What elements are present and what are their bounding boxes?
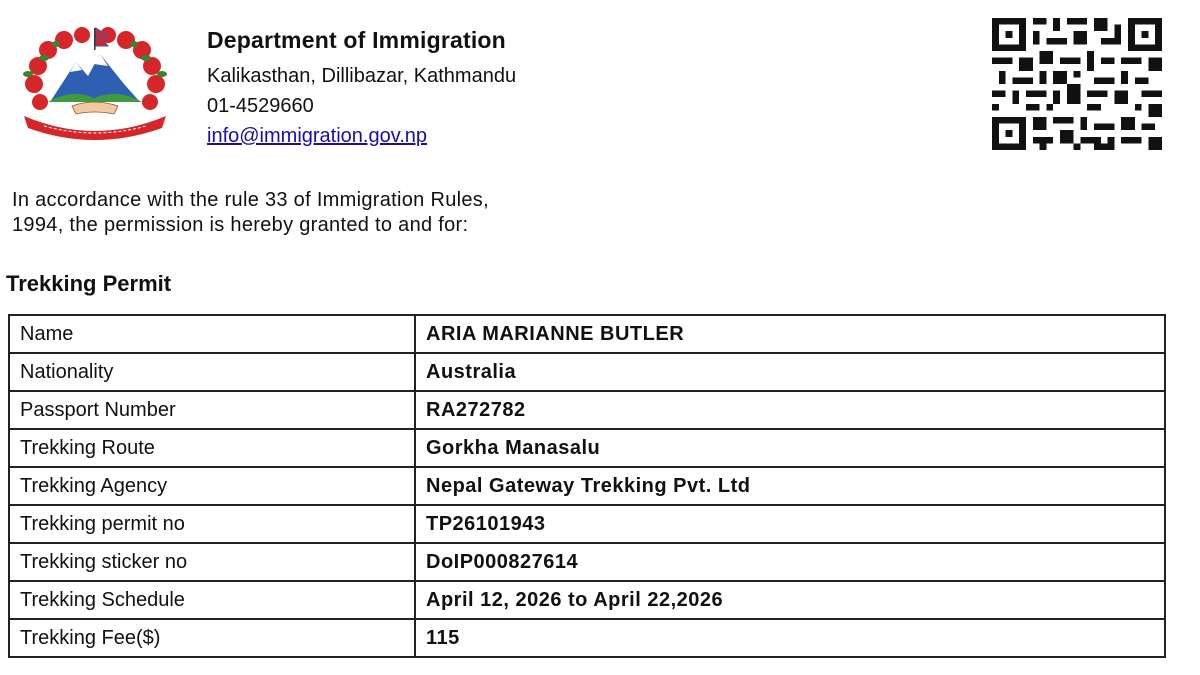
department-email-link[interactable]: info@immigration.gov.np — [207, 125, 428, 147]
table-row — [9, 543, 1165, 581]
table-row — [9, 315, 1165, 353]
statement-line-1: In accordance with the rule 33 of Immigration Rules, — [12, 189, 489, 211]
row-value-permit-no: TP26101943 — [415, 505, 1165, 543]
row-label-fee: Trekking Fee($) — [9, 619, 415, 657]
row-value-nationality: Australia — [415, 353, 1165, 391]
row-label-name: Name — [9, 315, 415, 353]
row-label-route: Trekking Route — [9, 429, 415, 467]
table-row — [9, 353, 1165, 391]
department-phone: 01-4529660 — [207, 95, 314, 117]
table-row — [9, 429, 1165, 467]
row-label-nationality: Nationality — [9, 353, 415, 391]
row-label-sticker-no: Trekking sticker no — [9, 543, 415, 581]
holder-name: ARIA MARIANNE BUTLER — [426, 322, 685, 345]
table-row — [9, 505, 1165, 543]
table-row — [9, 391, 1165, 429]
issuer-header — [207, 26, 516, 151]
permit-title: Trekking Permit — [6, 271, 172, 296]
row-value-name — [415, 315, 1165, 353]
table-row — [9, 619, 1165, 657]
row-label-permit-no: Trekking permit no — [9, 505, 415, 543]
nepal-coat-of-arms-icon — [14, 24, 176, 142]
row-value-schedule: April 12, 2026 to April 22,2026 — [415, 581, 1165, 619]
permit-details-table — [8, 314, 1166, 658]
permission-statement — [12, 188, 489, 238]
row-value-fee: 115 — [415, 619, 1165, 657]
qr-code-icon — [992, 18, 1162, 150]
row-value-route: Gorkha Manasalu — [415, 429, 1165, 467]
statement-line-2: 1994, the permission is hereby granted to and for: — [12, 214, 469, 236]
row-label-agency: Trekking Agency — [9, 467, 415, 505]
table-row — [9, 581, 1165, 619]
department-name: Department of Immigration — [207, 27, 506, 53]
row-value-passport: RA272782 — [415, 391, 1165, 429]
table-row — [9, 467, 1165, 505]
row-label-schedule: Trekking Schedule — [9, 581, 415, 619]
row-value-sticker-no: DoIP000827614 — [415, 543, 1165, 581]
department-address: Kalikasthan, Dillibazar, Kathmandu — [207, 65, 517, 87]
row-value-agency: Nepal Gateway Trekking Pvt. Ltd — [415, 467, 1165, 505]
row-label-passport: Passport Number — [9, 391, 415, 429]
